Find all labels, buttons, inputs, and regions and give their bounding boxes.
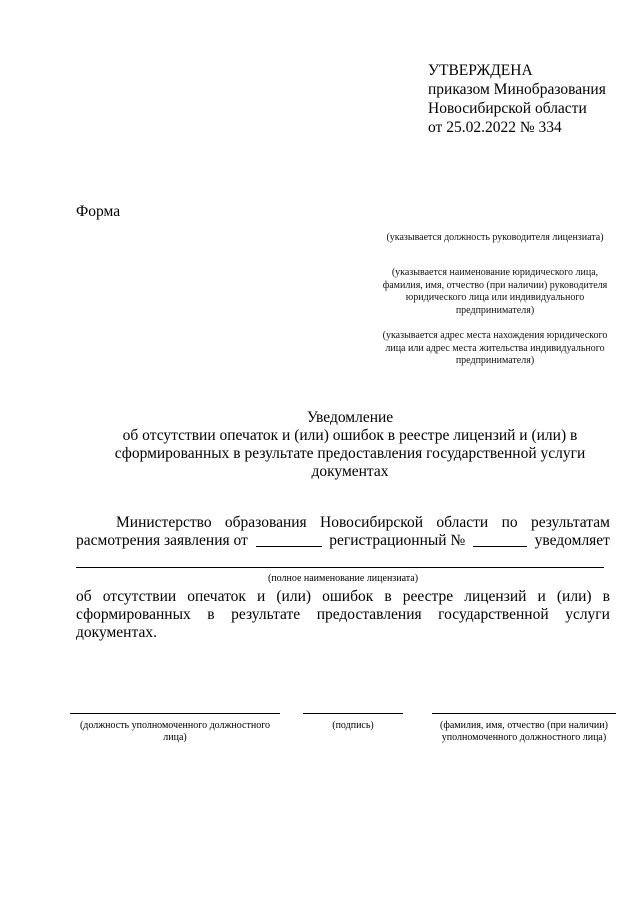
approval-line-1: УТВЕРЖДЕНА — [428, 62, 533, 79]
registration-number-label: регистрационный № — [329, 532, 466, 549]
paragraph-2-line-2 — [76, 606, 610, 624]
paragraph-1-line-1 — [76, 514, 610, 532]
document-title — [76, 409, 624, 481]
approval-stamp — [428, 61, 606, 137]
word: результате — [231, 606, 301, 623]
approval-line-4: от 25.02.2022 № 334 — [428, 119, 562, 136]
word: об — [76, 588, 92, 605]
word: области — [436, 514, 489, 531]
notice-paragraph-2 — [76, 588, 610, 642]
word: образования — [224, 514, 307, 531]
word: государственной — [438, 606, 549, 623]
official-position-line[interactable] — [70, 713, 280, 714]
notifies-word: уведомляет — [534, 532, 610, 549]
word: лицензий — [464, 588, 527, 605]
word: в — [207, 606, 215, 623]
title-line-4: документах — [311, 463, 389, 480]
word: реестре — [402, 588, 454, 605]
application-date-label: расмотрения заявления от — [76, 532, 248, 549]
word: (или) — [556, 588, 592, 605]
word: в — [384, 588, 392, 605]
title-line-3: сформированных в результате предоставления государственной услуги — [114, 445, 586, 462]
paragraph-2-line-1 — [76, 588, 610, 606]
official-name-line[interactable] — [432, 713, 616, 714]
signature-hint: (подпись) — [332, 720, 374, 731]
paragraph-2-line-3: документах. — [76, 624, 157, 641]
word: Министерство — [116, 514, 212, 531]
notice-paragraph-1 — [76, 514, 610, 550]
word: в — [602, 588, 610, 605]
form-label: Форма — [76, 203, 121, 220]
official-position-hint: (должность уполномоченного должностного лица) — [79, 720, 271, 743]
position-hint: (указывается должность руководителя лицензиата) — [386, 232, 604, 243]
word: предоставления — [316, 606, 422, 623]
word: (или) — [276, 588, 312, 605]
word: ошибок — [322, 588, 374, 605]
title-line-2: об отсутствии опечаток и (или) ошибок в реестре лицензий и (или) в — [122, 427, 578, 444]
title-line-1: Уведомление — [306, 409, 394, 426]
approval-line-3: Новосибирской области — [428, 100, 587, 117]
word: услуги — [565, 606, 610, 623]
word: отсутствии — [102, 588, 177, 605]
word: опечаток — [187, 588, 246, 605]
licensee-name-line[interactable] — [76, 567, 604, 568]
word: результатам — [530, 514, 610, 531]
word: Новосибирской — [320, 514, 424, 531]
word: по — [501, 514, 518, 531]
address-hint: (указывается адрес места нахождения юридического лица или адрес места жительства индивидуального предпринимателя) — [382, 330, 608, 366]
name-hint: (указывается наименование юридического лица, фамилия, имя, отчество (при наличии) руководителя юридического лица или индивидуального предпринимателя) — [382, 267, 608, 316]
word: сформированных — [76, 606, 191, 623]
licensee-hint: (полное наименование лицензиата) — [267, 573, 419, 584]
registration-number-blank[interactable] — [473, 532, 527, 547]
approval-line-2: приказом Минобразования — [428, 81, 606, 98]
paragraph-1-line-2 — [76, 532, 610, 550]
word: и — [537, 588, 546, 605]
signature-line[interactable] — [303, 713, 403, 714]
application-date-blank[interactable] — [256, 532, 322, 547]
official-name-hint: (фамилия, имя, отчество (при наличии) уполномоченного должностного лица) — [440, 720, 608, 743]
word: и — [257, 588, 266, 605]
